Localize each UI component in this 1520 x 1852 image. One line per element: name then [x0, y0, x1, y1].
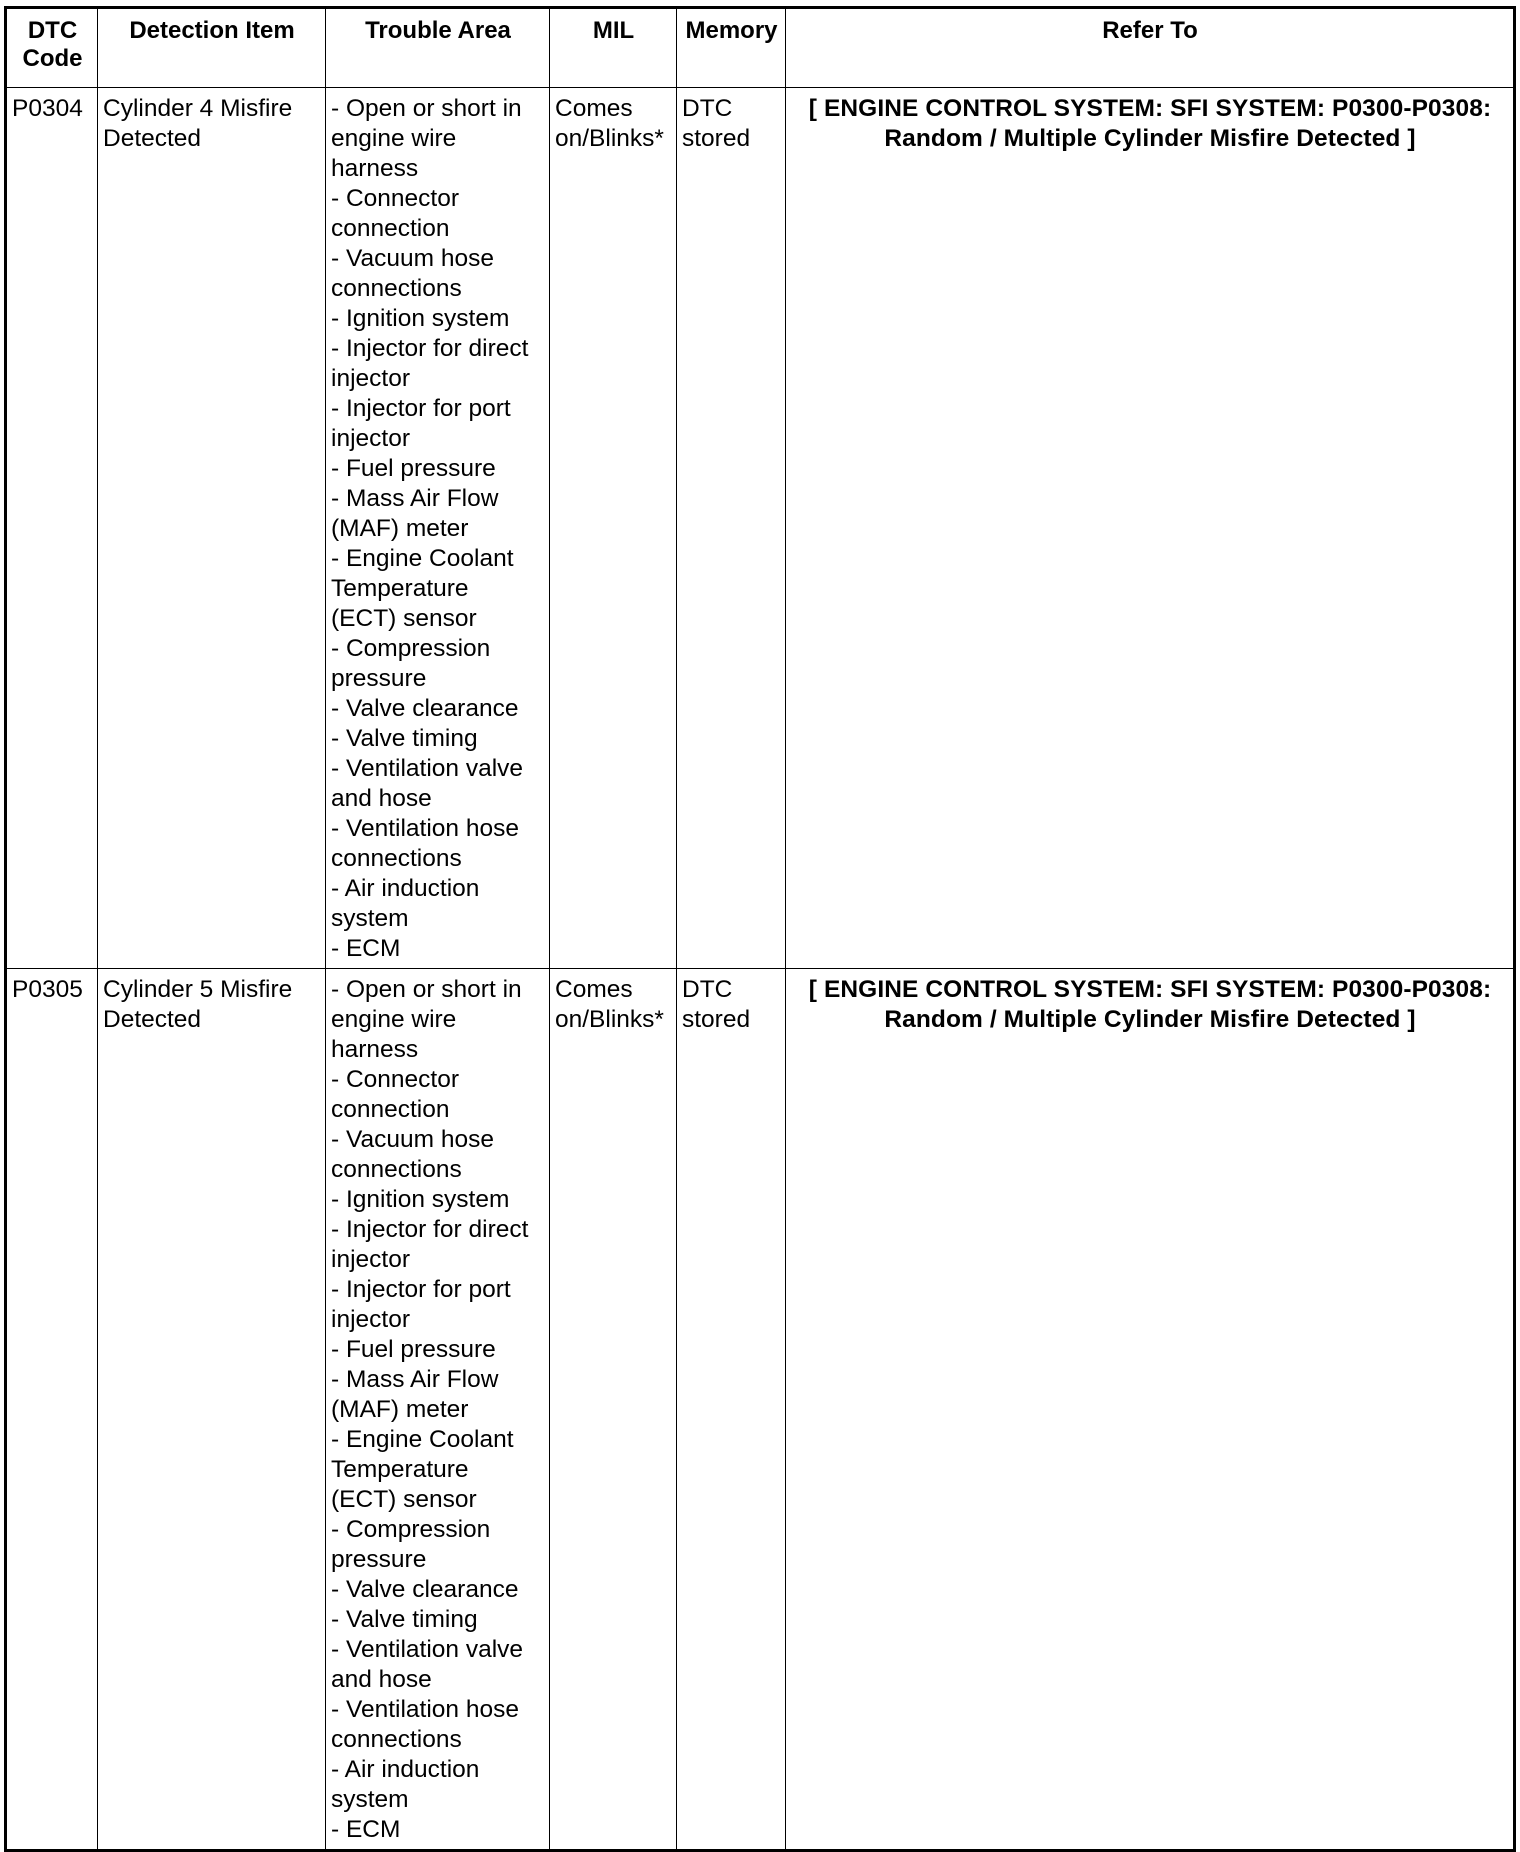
memory-cell — [677, 969, 786, 1851]
table-row — [6, 88, 1515, 969]
trouble-area-line: - Injector for port — [331, 395, 511, 422]
dtc-table — [4, 6, 1516, 1852]
mil-cell — [550, 969, 677, 1851]
table-row — [6, 969, 1515, 1851]
trouble-area-line: (ECT) sensor — [331, 605, 477, 632]
trouble-area-line: harness — [331, 1036, 419, 1063]
refer-to-cell — [786, 969, 1515, 1851]
trouble-area-line: connections — [331, 845, 462, 872]
trouble-area-line: - Injector for direct — [331, 1216, 529, 1243]
trouble-area-line: - Fuel pressure — [331, 455, 496, 482]
trouble-area-line: - Ventilation valve — [331, 755, 524, 782]
trouble-area-line: and hose — [331, 1666, 432, 1693]
trouble-area-line: harness — [331, 155, 419, 182]
trouble-area-line: - Compression — [331, 635, 491, 662]
refer-to-cell — [786, 88, 1515, 969]
dtc-code-cell — [6, 969, 98, 1851]
trouble-area-line: - Ignition system — [331, 1186, 510, 1213]
header-detection-item: Detection Item — [98, 8, 326, 88]
trouble-area-line: - Engine Coolant — [331, 1426, 514, 1453]
refer-to-line[interactable]: [ ENGINE CONTROL SYSTEM: SFI SYSTEM: P0300-P0308: — [808, 976, 1492, 1003]
trouble-area-line: - Ventilation hose — [331, 815, 519, 842]
detection-item: Cylinder 4 Misfire Detected — [103, 95, 293, 152]
trouble-area-line: - Valve timing — [331, 725, 478, 752]
header-refer-to: Refer To — [786, 8, 1515, 88]
header-dtc-code: DTC Code — [6, 8, 98, 88]
trouble-area-cell — [326, 969, 550, 1851]
trouble-area-line: - Injector for port — [331, 1276, 511, 1303]
trouble-area-line: (ECT) sensor — [331, 1486, 477, 1513]
memory-line: stored — [682, 1006, 751, 1033]
trouble-area-line: - Vacuum hose — [331, 1126, 494, 1153]
trouble-area-line: injector — [331, 425, 410, 452]
trouble-area-line: - Ventilation valve — [331, 1636, 524, 1663]
dtc-code: P0305 — [12, 976, 83, 1003]
mil-line: on/Blinks* — [555, 125, 664, 152]
dtc-code: P0304 — [12, 95, 83, 122]
trouble-area-line: - Air induction — [331, 875, 480, 902]
trouble-area-line: connection — [331, 1096, 450, 1123]
detection-item: Cylinder 5 Misfire Detected — [103, 976, 293, 1033]
mil-line: Comes — [555, 95, 633, 122]
mil-cell — [550, 88, 677, 969]
trouble-area-line: - Ventilation hose — [331, 1696, 519, 1723]
dtc-code-cell — [6, 88, 98, 969]
trouble-area-line: - ECM — [331, 935, 401, 962]
memory-line: stored — [682, 125, 751, 152]
detection-item-cell — [98, 969, 326, 1851]
trouble-area-line: connection — [331, 215, 450, 242]
header-mil: MIL — [550, 8, 677, 88]
trouble-area-line: injector — [331, 1246, 410, 1273]
trouble-area-line: - Valve clearance — [331, 695, 519, 722]
detection-item-cell — [98, 88, 326, 969]
trouble-area-line: injector — [331, 1306, 410, 1333]
trouble-area-line: - Fuel pressure — [331, 1336, 496, 1363]
trouble-area-line: - Ignition system — [331, 305, 510, 332]
refer-to-line[interactable]: Random / Multiple Cylinder Misfire Detected ] — [884, 125, 1416, 152]
trouble-area-line: - Open or short in — [331, 95, 522, 122]
trouble-area-cell — [326, 88, 550, 969]
trouble-area-line: - Open or short in — [331, 976, 522, 1003]
header-row — [6, 8, 1515, 88]
trouble-area-line: - Valve clearance — [331, 1576, 519, 1603]
memory-line: DTC — [682, 976, 733, 1003]
trouble-area-line: connections — [331, 275, 462, 302]
trouble-area-line: - Valve timing — [331, 1606, 478, 1633]
header-memory: Memory — [677, 8, 786, 88]
trouble-area-line: connections — [331, 1726, 462, 1753]
trouble-area-line: - ECM — [331, 1816, 401, 1843]
trouble-area-line: - Injector for direct — [331, 335, 529, 362]
mil-line: on/Blinks* — [555, 1006, 664, 1033]
dtc-table-container — [4, 6, 1513, 1852]
trouble-area-line: - Connector — [331, 1066, 460, 1093]
memory-line: DTC — [682, 95, 733, 122]
memory-cell — [677, 88, 786, 969]
trouble-area-line: engine wire — [331, 1006, 457, 1033]
refer-to-line[interactable]: [ ENGINE CONTROL SYSTEM: SFI SYSTEM: P0300-P0308: — [808, 95, 1492, 122]
trouble-area-line: - Vacuum hose — [331, 245, 494, 272]
trouble-area-line: pressure — [331, 1546, 427, 1573]
trouble-area-line: pressure — [331, 665, 427, 692]
header-trouble-area: Trouble Area — [326, 8, 550, 88]
refer-to-line[interactable]: Random / Multiple Cylinder Misfire Detected ] — [884, 1006, 1416, 1033]
trouble-area-line: connections — [331, 1156, 462, 1183]
trouble-area-line: - Air induction — [331, 1756, 480, 1783]
trouble-area-line: - Engine Coolant — [331, 545, 514, 572]
trouble-area-line: - Compression — [331, 1516, 491, 1543]
trouble-area-line: Temperature — [331, 1456, 469, 1483]
trouble-area-line: - Connector — [331, 185, 460, 212]
trouble-area-line: and hose — [331, 785, 432, 812]
mil-line: Comes — [555, 976, 633, 1003]
trouble-area-line: - Mass Air Flow — [331, 1366, 499, 1393]
trouble-area-line: (MAF) meter — [331, 515, 469, 542]
trouble-area-line: - Mass Air Flow — [331, 485, 499, 512]
table-body — [6, 88, 1515, 1851]
trouble-area-line: engine wire — [331, 125, 457, 152]
trouble-area-line: injector — [331, 365, 410, 392]
trouble-area-line: (MAF) meter — [331, 1396, 469, 1423]
trouble-area-line: Temperature — [331, 575, 469, 602]
trouble-area-line: system — [331, 905, 409, 932]
trouble-area-line: system — [331, 1786, 409, 1813]
